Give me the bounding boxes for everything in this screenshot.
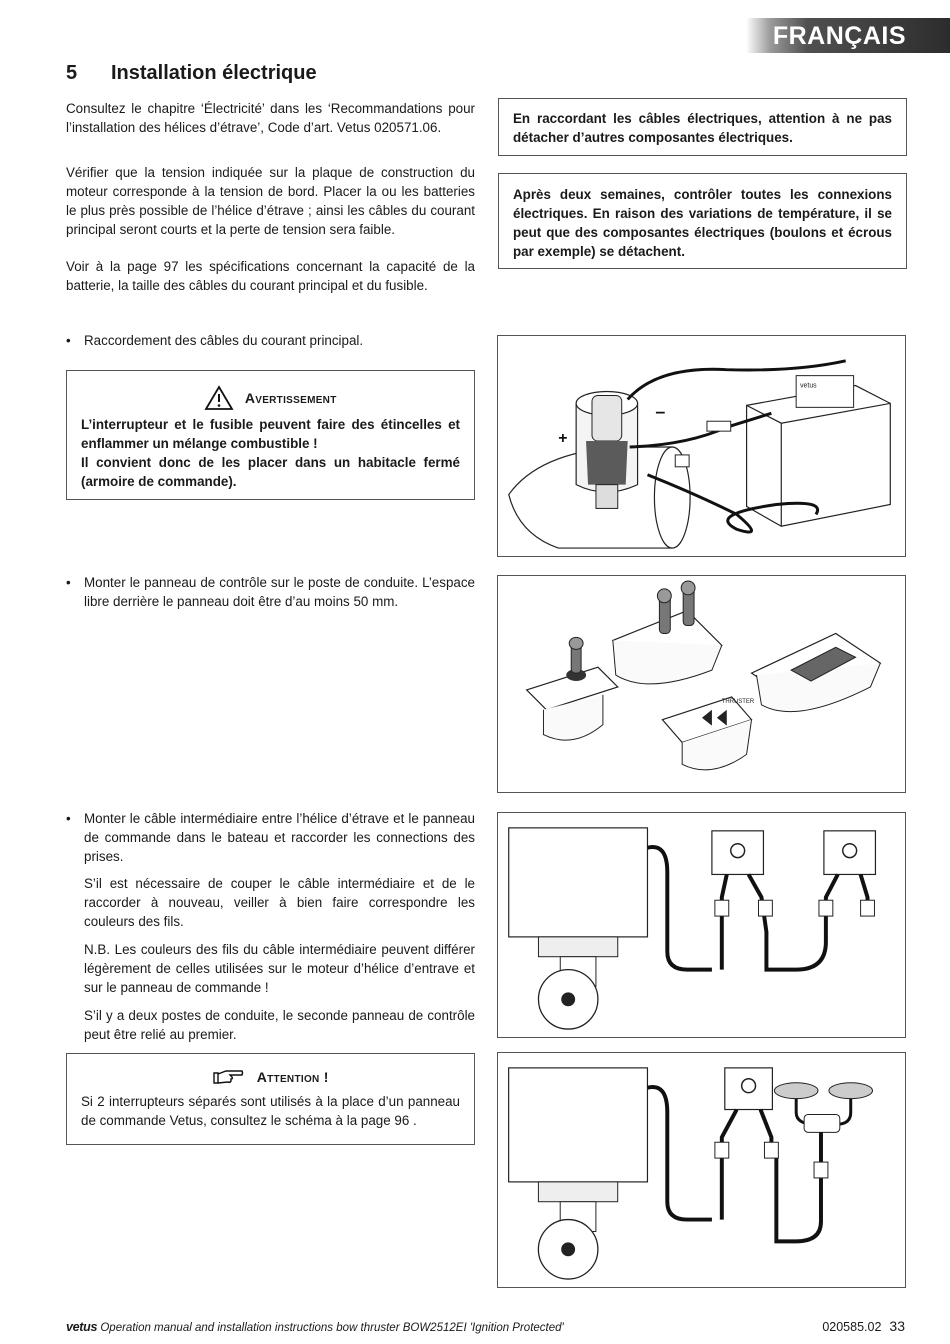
bullet-text-1: Raccordement des câbles du courant principal. bbox=[84, 333, 364, 348]
warning-title: Avertissement bbox=[244, 390, 337, 406]
section-number: 5 bbox=[66, 62, 78, 84]
bullet-3-sub-1: S’il est nécessaire de couper le câble intermédiaire et de le raccorder à nouveau, veiller à bien faire correspondre les couleurs des fils. bbox=[84, 876, 475, 929]
note-box-1 bbox=[498, 98, 907, 156]
intro-paragraph-3: Voir à la page 97 les spécifications concernant la capacité de la batterie, la taille des câbles du courant principal et du fusible. bbox=[66, 259, 475, 293]
footer-doc-code: 020585.02 bbox=[822, 1320, 882, 1334]
panels-illustration bbox=[498, 576, 905, 792]
warning-line-2: Il convient donc de les placer dans un habitacle fermé (armoire de commande). bbox=[81, 455, 460, 489]
panel-brand-label: THRUSTER bbox=[721, 698, 755, 705]
language-label: FRANÇAIS bbox=[772, 22, 906, 50]
figure-main-cable-wiring bbox=[497, 335, 906, 557]
battery-brand-label: vetus bbox=[800, 382, 817, 390]
warning-box bbox=[66, 370, 475, 500]
figure-switches-wiring bbox=[497, 1052, 906, 1288]
footer-right bbox=[822, 1318, 905, 1334]
warning-line-1: L’interrupteur et le fusible peuvent faire des étincelles et enflammer un mélange combustible ! bbox=[81, 417, 460, 451]
attention-box bbox=[66, 1053, 475, 1145]
note-text-2: Après deux semaines, contrôler toutes les connexions électriques. En raison des variations de température, il se peut que des composantes électriques (boulons et écrous par exemple) se détachent. bbox=[513, 187, 892, 259]
language-tab bbox=[746, 18, 950, 53]
attention-text: Si 2 interrupteurs séparés sont utilisés à la place d’un panneau de commande Vetus, consultez le schéma à la page 96 . bbox=[81, 1094, 460, 1128]
bullet-text-3: Monter le câble intermédiaire entre l’hélice d’étrave et le panneau de commande dans le bateau et raccorder les connections des prises. bbox=[84, 811, 475, 864]
attention-title: Attention ! bbox=[256, 1069, 329, 1085]
intro-paragraph-2: Vérifier que la tension indiquée sur la plaque de construction du moteur corresponde à la tension de bord. Placer la ou les batteries le plus près possible de l’hélice d’étrave ; ainsi les câbles du courant principal seront courts et la perte de tension sera faible. bbox=[66, 165, 475, 237]
switches-illustration bbox=[498, 1053, 905, 1287]
attention-header bbox=[81, 1068, 460, 1090]
minus-label: – bbox=[655, 401, 666, 422]
bullet-3-sub-2: N.B. Les couleurs des fils du câble intermédiaire peuvent différer légèrement de celles utilisées sur le moteur d’hélice d’entrave et sur le panneau de commande ! bbox=[84, 942, 475, 995]
footer-left bbox=[66, 1320, 564, 1334]
warning-triangle-icon bbox=[204, 385, 234, 411]
figure-two-panels-wiring bbox=[497, 812, 906, 1038]
wiring-illustration bbox=[498, 336, 905, 556]
footer-manual-title: Operation manual and installation instructions bow thruster BOW2512EI 'Ignition Protected' bbox=[100, 1322, 564, 1334]
figure-control-panels bbox=[497, 575, 906, 793]
section-title bbox=[66, 62, 317, 85]
footer-brand-logo: vetus bbox=[66, 1320, 98, 1334]
bullet-3-sub-3: S’il y a deux postes de conduite, le seconde panneau de contrôle peut être relié au premier. bbox=[84, 1008, 475, 1042]
pointing-hand-icon bbox=[212, 1068, 244, 1086]
section-title-text: Installation électrique bbox=[111, 62, 317, 84]
page-number: 33 bbox=[889, 1318, 905, 1334]
note-text-1: En raccordant les câbles électriques, attention à ne pas détacher d’autres composantes électriques. bbox=[513, 111, 892, 145]
two-panels-illustration bbox=[498, 813, 905, 1037]
intro-paragraph-1: Consultez le chapitre ‘Électricité’ dans les ‘Recommandations pour l’installation des hélices d’étrave’, Code d’art. Vetus 020571.06. bbox=[66, 101, 475, 135]
plus-label: + bbox=[558, 430, 568, 448]
warning-header bbox=[81, 385, 460, 411]
note-box-2 bbox=[498, 173, 907, 269]
bullet-text-2: Monter le panneau de contrôle sur le poste de conduite. L’espace libre derrière le panneau doit être d’au moins 50 mm. bbox=[84, 575, 475, 609]
